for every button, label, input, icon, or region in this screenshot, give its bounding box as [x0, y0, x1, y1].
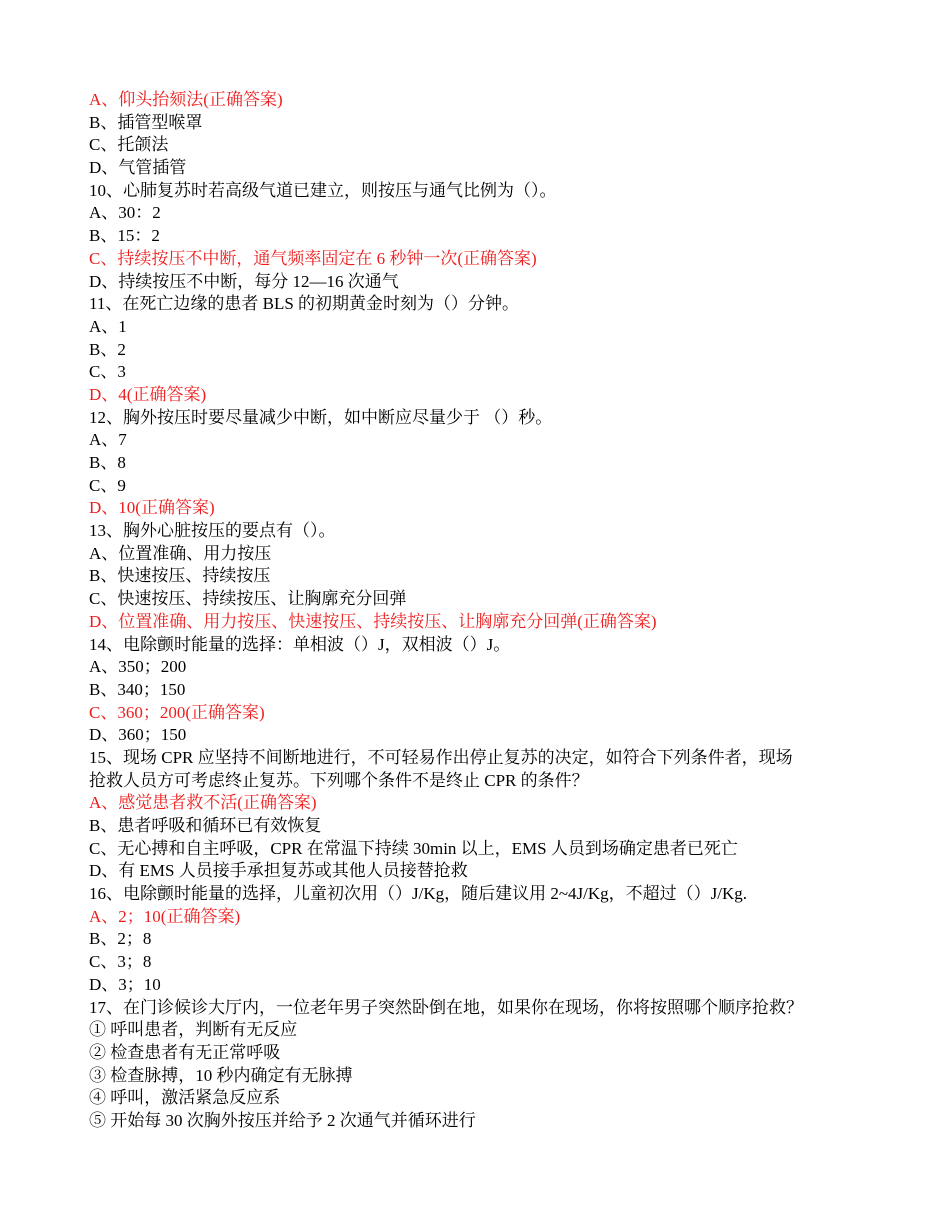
correct-answer-line: D、4(正确答案) — [89, 384, 207, 404]
correct-answer-line: C、持续按压不中断，通气频率固定在 6 秒钟一次(正确答案) — [89, 248, 537, 268]
correct-answer-line: D、位置准确、用力按压、快速按压、持续按压、让胸廓充分回弹(正确答案) — [89, 611, 657, 631]
text-line: ③ 检查脉搏，10 秒内确定有无脉搏 — [89, 1065, 353, 1085]
text-line: 14、电除颤时能量的选择：单相波（）J，双相波（）J。 — [89, 634, 511, 654]
text-line: C、快速按压、持续按压、让胸廓充分回弹 — [89, 589, 407, 609]
text-line: B、快速按压、持续按压 — [89, 566, 271, 586]
document-page — [89, 89, 879, 1133]
text-line: A、位置准确、用力按压 — [89, 543, 272, 563]
text-line: 11、在死亡边缘的患者 BLS 的初期黄金时刻为（）分钟。 — [89, 294, 520, 314]
text-line: C、9 — [89, 475, 126, 495]
correct-answer-line: C、360；200(正确答案) — [89, 702, 265, 722]
correct-answer-line: A、仰头抬颏法(正确答案) — [89, 90, 283, 109]
text-line: C、3 — [89, 362, 126, 382]
text-line: 13、胸外心脏按压的要点有（）。 — [89, 521, 336, 541]
text-line: 抢救人员方可考虑终止复苏。下列哪个条件不是终止 CPR 的条件？ — [89, 770, 589, 790]
text-line: A、350；200 — [89, 657, 187, 677]
text-line: B、插管型喉罩 — [89, 112, 203, 132]
text-line: C、无心搏和自主呼吸，CPR 在常温下持续 30min 以上，EMS 人员到场确定患者已死亡 — [89, 838, 738, 858]
text-line: B、2；8 — [89, 929, 152, 949]
text-line: 15、现场 CPR 应坚持不间断地进行，不可轻易作出停止复苏的决定，如符合下列条件者，现场 — [89, 747, 793, 767]
text-line: D、360；150 — [89, 725, 187, 745]
correct-answer-line: A、感觉患者救不活(正确答案) — [89, 793, 317, 813]
text-line: D、气管插管 — [89, 158, 187, 178]
text-line: C、托颌法 — [89, 135, 169, 155]
text-line: ④ 呼叫，激活紧急反应系 — [89, 1088, 281, 1108]
text-line: 12、胸外按压时要尽量减少中断，如中断应尽量少于 （）秒。 — [89, 407, 553, 427]
correct-answer-line: D、10(正确答案) — [89, 498, 215, 518]
text-line: 16、电除颤时能量的选择，儿童初次用（）J/Kg，随后建议用 2~4J/Kg，不超过（）J/Kg. — [89, 884, 748, 904]
text-line: B、8 — [89, 453, 126, 472]
text-line: 17、在门诊候诊大厅内，一位老年男子突然卧倒在地，如果你在现场，你将按照哪个顺序抢救？ — [89, 997, 803, 1017]
text-line: B、2 — [89, 339, 126, 359]
text-line: A、1 — [89, 316, 127, 336]
text-line: D、3；10 — [89, 974, 161, 994]
text-line: B、患者呼吸和循环已有效恢复 — [89, 816, 322, 835]
text-line: A、7 — [89, 430, 127, 450]
text-line: B、15：2 — [89, 226, 160, 246]
text-line: D、持续按压不中断，每分 12—16 次通气 — [89, 271, 399, 291]
correct-answer-line: A、2；10(正确答案) — [89, 906, 241, 926]
text-line: C、3；8 — [89, 952, 152, 972]
text-line: ① 呼叫患者，判断有无反应 — [89, 1020, 298, 1040]
text-line: ⑤ 开始每 30 次胸外按压并给予 2 次通气并循环进行 — [89, 1110, 476, 1130]
text-line: B、340；150 — [89, 679, 186, 699]
text-line: ② 检查患者有无正常呼吸 — [89, 1042, 281, 1062]
text-line: D、有 EMS 人员接手承担复苏或其他人员接替抢救 — [89, 861, 468, 881]
text-line: A、30：2 — [89, 203, 161, 223]
text-line: 10、心肺复苏时若高级气道已建立，则按压与通气比例为（）。 — [89, 180, 557, 200]
